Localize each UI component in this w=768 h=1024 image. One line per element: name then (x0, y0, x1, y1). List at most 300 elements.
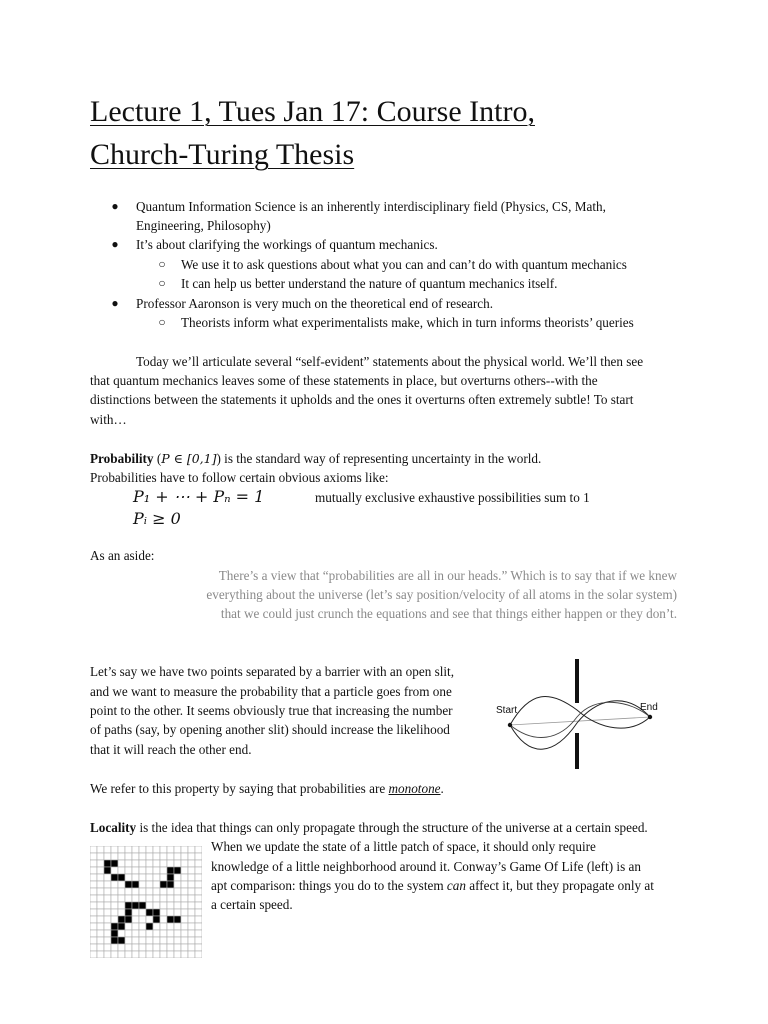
grid-cell (104, 853, 111, 860)
grid-cell (188, 867, 195, 874)
grid-cell (160, 895, 167, 902)
grid-cell (174, 895, 181, 902)
grid-cell (167, 846, 174, 853)
grid-cell (97, 867, 104, 874)
grid-cell (146, 951, 153, 958)
grid-cell (132, 874, 139, 881)
grid-cell (118, 867, 125, 874)
grid-cell (125, 937, 132, 944)
grid-cell (181, 888, 188, 895)
grid-cell (104, 881, 111, 888)
grid-cell (132, 853, 139, 860)
grid-cell (132, 888, 139, 895)
locality-line3-emphasis: can (446, 878, 466, 893)
grid-cell (90, 951, 97, 958)
bullet-item-text: Engineering, Philosophy) (136, 218, 271, 233)
grid-cell (160, 944, 167, 951)
grid-cell (125, 874, 132, 881)
grid-cell (111, 867, 118, 874)
grid-cell (139, 881, 146, 888)
grid-cell (153, 902, 160, 909)
grid-cell (125, 867, 132, 874)
grid-cell-live (125, 909, 132, 916)
grid-cell (195, 881, 202, 888)
grid-cell (153, 951, 160, 958)
grid-cell (188, 853, 195, 860)
grid-cell (188, 951, 195, 958)
grid-cell (139, 853, 146, 860)
intro-paragraph-line: Today we’ll articulate several “self-evident” statements about the physical world. We’ll then see (136, 354, 644, 369)
grid-cell-live (153, 909, 160, 916)
game-of-life-grid (90, 846, 202, 958)
grid-cell (118, 853, 125, 860)
grid-cell (174, 860, 181, 867)
grid-cell (90, 867, 97, 874)
slit-paragraph-line: Let’s say we have two points separated by a barrier with an open slit, (90, 664, 455, 679)
grid-cell (146, 930, 153, 937)
grid-cell (146, 888, 153, 895)
bullet-marker: ● (111, 296, 119, 310)
grid-cell (104, 909, 111, 916)
grid-cell (104, 846, 111, 853)
bullet-item-text: Quantum Information Science is an inherently interdisciplinary field (Physics, CS, Math, (136, 199, 606, 214)
grid-cell (125, 846, 132, 853)
grid-cell (104, 923, 111, 930)
grid-cell (97, 860, 104, 867)
monotone-word: monotone (388, 781, 441, 796)
grid-cell (174, 937, 181, 944)
grid-cell (188, 916, 195, 923)
sub-bullet-marker: ○ (158, 257, 166, 271)
grid-cell (174, 902, 181, 909)
aside-quote-line: There’s a view that “probabilities are all in our heads.” Which is to say that if we knew (218, 568, 677, 583)
grid-cell (146, 902, 153, 909)
aside-label: As an aside: (90, 548, 155, 563)
grid-cell (181, 923, 188, 930)
grid-cell (160, 930, 167, 937)
locality-term: Locality (90, 820, 137, 835)
grid-cell (118, 888, 125, 895)
grid-cell (125, 860, 132, 867)
sub-bullet-item-text: It can help us better understand the nature of quantum mechanics itself. (181, 276, 558, 291)
monotone-before: We refer to this property by saying that probabilities are (90, 781, 389, 796)
grid-cell (97, 902, 104, 909)
grid-cell-live (125, 881, 132, 888)
slit-paragraph-line: of paths (say, by opening another slit) should increase the likelihood (90, 722, 450, 737)
grid-cell (90, 888, 97, 895)
grid-cell (181, 867, 188, 874)
grid-cell (167, 944, 174, 951)
grid-cell (118, 846, 125, 853)
grid-cell (90, 923, 97, 930)
grid-cell (104, 895, 111, 902)
grid-cell (104, 951, 111, 958)
grid-cell (125, 951, 132, 958)
grid-cell (139, 944, 146, 951)
grid-cell (153, 867, 160, 874)
grid-cell (153, 846, 160, 853)
grid-cell (139, 874, 146, 881)
grid-cell-live (160, 881, 167, 888)
grid-cell (195, 902, 202, 909)
grid-cell (111, 902, 118, 909)
grid-cell (132, 944, 139, 951)
grid-cell-live (111, 874, 118, 881)
grid-cell (111, 895, 118, 902)
grid-cell (90, 853, 97, 860)
grid-cell (195, 916, 202, 923)
aside-quote-line: everything about the universe (let’s say position/velocity of all atoms in the solar system) (206, 587, 677, 602)
grid-cell (111, 909, 118, 916)
intro-paragraph-line: with… (90, 412, 127, 427)
grid-cell (111, 944, 118, 951)
grid-cell (153, 944, 160, 951)
grid-cell (132, 916, 139, 923)
grid-cell (111, 888, 118, 895)
grid-cell (167, 853, 174, 860)
grid-cell (167, 951, 174, 958)
grid-cell (97, 951, 104, 958)
monotone-after: . (440, 781, 444, 796)
grid-cell (181, 846, 188, 853)
grid-cell (132, 867, 139, 874)
grid-cell-live (174, 916, 181, 923)
grid-cell (111, 951, 118, 958)
grid-cell (118, 902, 125, 909)
grid-cell (174, 951, 181, 958)
grid-cell (146, 853, 153, 860)
grid-cell (160, 909, 167, 916)
grid-cell (153, 860, 160, 867)
intro-paragraph-line: that quantum mechanics leaves some of these statements in place, but overturns others--with the (90, 373, 598, 388)
grid-cell-live (111, 937, 118, 944)
grid-cell-live (146, 909, 153, 916)
grid-cell (181, 951, 188, 958)
grid-cell (174, 930, 181, 937)
grid-cell (188, 874, 195, 881)
grid-cell (97, 930, 104, 937)
grid-cell-live (167, 867, 174, 874)
grid-cell (146, 846, 153, 853)
grid-cell (125, 895, 132, 902)
grid-cell (174, 944, 181, 951)
grid-cell (195, 846, 202, 853)
grid-cell-live (118, 923, 125, 930)
grid-cell (181, 916, 188, 923)
grid-cell (132, 860, 139, 867)
grid-cell (160, 902, 167, 909)
grid-cell (139, 923, 146, 930)
bullet-item-text: Professor Aaronson is very much on the theoretical end of research. (136, 296, 494, 311)
locality-paragraph-line (211, 876, 654, 895)
monotone-sentence (90, 779, 444, 798)
grid-cell (125, 944, 132, 951)
grid-cell (97, 881, 104, 888)
equation-sum-note: mutually exclusive exhaustive possibilities sum to 1 (315, 490, 590, 505)
sub-bullet-item-text: We use it to ask questions about what you can and can’t do with quantum mechanics (181, 257, 627, 272)
grid-cell-live (118, 874, 125, 881)
grid-cell (195, 944, 202, 951)
grid-cell (167, 937, 174, 944)
locality-line3-after: affect it, but they propagate only at (465, 878, 654, 893)
grid-cell (125, 930, 132, 937)
grid-cell (97, 937, 104, 944)
grid-cell (118, 860, 125, 867)
grid-cell (188, 909, 195, 916)
grid-cell (97, 888, 104, 895)
grid-cell (125, 888, 132, 895)
grid-cell-live (104, 867, 111, 874)
probability-term: Probability (90, 451, 154, 466)
grid-cell (188, 930, 195, 937)
grid-cell (118, 951, 125, 958)
grid-cell-live (146, 923, 153, 930)
grid-cell (174, 874, 181, 881)
grid-cell-live (125, 916, 132, 923)
locality-paragraph-line: When we update the state of a little patch of space, it should only require (211, 839, 596, 854)
grid-cell-live (132, 881, 139, 888)
grid-cell (195, 937, 202, 944)
grid-cell-live (111, 923, 118, 930)
grid-cell-live (118, 937, 125, 944)
grid-cell (90, 937, 97, 944)
grid-cell (132, 930, 139, 937)
double-slit-diagram (490, 655, 670, 775)
grid-cell (160, 846, 167, 853)
grid-cell (160, 923, 167, 930)
start-label: Start (496, 705, 518, 716)
aside-quote-line: that we could just crunch the equations and see that things either happen or they don’t. (220, 606, 677, 621)
grid-cell (181, 853, 188, 860)
grid-cell-live (125, 902, 132, 909)
grid-cell (160, 937, 167, 944)
grid-cell (174, 888, 181, 895)
slit-paragraph-line: point to the other. It seems obviously true that increasing the number (90, 703, 453, 718)
grid-cell (132, 895, 139, 902)
grid-cell (153, 923, 160, 930)
grid-cell (90, 895, 97, 902)
grid-cell-live (104, 860, 111, 867)
grid-cell (160, 867, 167, 874)
path-wave-2 (510, 701, 650, 749)
probability-math-inline: P ∈ [0,1] (161, 451, 217, 466)
grid-cell (153, 888, 160, 895)
sub-bullet-marker: ○ (158, 315, 166, 329)
grid-cell (160, 860, 167, 867)
grid-cell-live (174, 867, 181, 874)
grid-cell (181, 874, 188, 881)
grid-cell (90, 916, 97, 923)
grid-cell (90, 909, 97, 916)
grid-cell (90, 902, 97, 909)
grid-cell (139, 867, 146, 874)
grid-cell (188, 937, 195, 944)
grid-cell (97, 846, 104, 853)
grid-cell (146, 937, 153, 944)
grid-cell (111, 881, 118, 888)
grid-cell (146, 867, 153, 874)
sub-bullet-item-text: Theorists inform what experimentalists make, which in turn informs theorists’ queries (181, 315, 634, 330)
grid-cell (195, 930, 202, 937)
grid-cell (146, 881, 153, 888)
grid-cell (167, 902, 174, 909)
grid-cell (146, 874, 153, 881)
start-point (508, 723, 512, 727)
grid-cell (188, 846, 195, 853)
grid-cell-live (118, 916, 125, 923)
grid-cell (139, 895, 146, 902)
grid-cell (104, 937, 111, 944)
equation-sum: P₁ + ⋯ + Pₙ = 1 (133, 487, 265, 506)
grid-cell (153, 853, 160, 860)
grid-cell (195, 895, 202, 902)
grid-cell (90, 930, 97, 937)
grid-cell (90, 874, 97, 881)
grid-cell (153, 895, 160, 902)
straight-path (510, 717, 650, 725)
grid-cell (160, 853, 167, 860)
grid-cell (146, 916, 153, 923)
grid-cell (174, 846, 181, 853)
grid-cell (97, 916, 104, 923)
probability-definition (90, 449, 541, 468)
grid-cell (181, 937, 188, 944)
grid-cell (188, 902, 195, 909)
grid-cell (181, 930, 188, 937)
grid-cell (167, 860, 174, 867)
grid-cell (97, 944, 104, 951)
grid-cell (174, 881, 181, 888)
path-wave-1 (510, 696, 650, 728)
grid-cell-live (153, 916, 160, 923)
grid-cell (97, 909, 104, 916)
grid-cell-live (167, 916, 174, 923)
locality-line3-before: apt comparison: things you do to the system (211, 878, 447, 893)
grid-cell (97, 923, 104, 930)
grid-cell (188, 860, 195, 867)
bullet-marker: ● (111, 199, 119, 213)
grid-cell (139, 860, 146, 867)
grid-cell (160, 888, 167, 895)
page-title-line-1: Lecture 1, Tues Jan 17: Course Intro, (90, 95, 535, 128)
grid-cell (146, 944, 153, 951)
grid-cell (195, 853, 202, 860)
probability-rest: ) is the standard way of representing uncertainty in the world. (216, 451, 542, 466)
grid-cell (132, 937, 139, 944)
grid-cell (174, 923, 181, 930)
grid-cell (195, 867, 202, 874)
grid-cell (195, 951, 202, 958)
grid-cell (125, 853, 132, 860)
grid-cell (132, 923, 139, 930)
grid-cell (195, 888, 202, 895)
intro-paragraph-line: distinctions between the statements it upholds and the ones it overturns often extremely subtle! To start (90, 392, 634, 407)
end-label: End (640, 702, 658, 713)
grid-cell (167, 888, 174, 895)
grid-cell (139, 930, 146, 937)
grid-cell (153, 881, 160, 888)
grid-cell (97, 874, 104, 881)
locality-definition (90, 818, 648, 837)
grid-cell (125, 923, 132, 930)
grid-cell (181, 944, 188, 951)
grid-cell (104, 930, 111, 937)
grid-cell (188, 881, 195, 888)
grid-cell (132, 951, 139, 958)
grid-cell (195, 860, 202, 867)
grid-cell (139, 909, 146, 916)
grid-cell (153, 930, 160, 937)
grid-cell (139, 951, 146, 958)
grid-cell (104, 916, 111, 923)
bullet-marker: ● (111, 237, 119, 251)
grid-cell (111, 853, 118, 860)
grid-cell (195, 909, 202, 916)
slit-paragraph-line: and we want to measure the probability that a particle goes from one (90, 684, 452, 699)
grid-cell (118, 909, 125, 916)
grid-cell (174, 853, 181, 860)
grid-cell (181, 860, 188, 867)
grid-cell (167, 930, 174, 937)
grid-cell-live (167, 881, 174, 888)
end-point (648, 715, 652, 719)
grid-cell (139, 888, 146, 895)
grid-cell (181, 909, 188, 916)
grid-cell (167, 923, 174, 930)
grid-cell (146, 860, 153, 867)
grid-cell (160, 951, 167, 958)
grid-cell (188, 895, 195, 902)
grid-cell (132, 846, 139, 853)
equation-nonneg: Pᵢ ≥ 0 (133, 509, 181, 528)
grid-cell-live (111, 930, 118, 937)
locality-paragraph-line: a certain speed. (211, 897, 293, 912)
grid-cell-live (139, 902, 146, 909)
grid-cell-live (132, 902, 139, 909)
grid-cell (153, 874, 160, 881)
grid-cell (97, 853, 104, 860)
grid-cell (90, 881, 97, 888)
grid-cell (139, 916, 146, 923)
grid-cell (181, 902, 188, 909)
grid-cell (195, 923, 202, 930)
slit-paragraph-line: that it will reach the other end. (90, 742, 252, 757)
grid-cell (181, 881, 188, 888)
grid-cell (167, 895, 174, 902)
probability-open-paren: ( (153, 451, 162, 466)
locality-rest: is the idea that things can only propagate through the structure of the universe at a certain speed. (136, 820, 648, 835)
grid-cell (139, 937, 146, 944)
grid-cell (146, 895, 153, 902)
grid-cell (160, 916, 167, 923)
grid-cell (97, 895, 104, 902)
grid-cell (111, 916, 118, 923)
grid-cell (118, 895, 125, 902)
grid-cell (104, 944, 111, 951)
grid-cell (188, 923, 195, 930)
sub-bullet-marker: ○ (158, 276, 166, 290)
grid-cell (174, 909, 181, 916)
grid-cell (167, 909, 174, 916)
grid-cell (118, 881, 125, 888)
grid-cell (181, 895, 188, 902)
grid-cell (188, 888, 195, 895)
grid-cell (90, 944, 97, 951)
grid-cell-live (111, 860, 118, 867)
grid-cell (195, 874, 202, 881)
grid-cell (188, 944, 195, 951)
grid-cell (139, 846, 146, 853)
